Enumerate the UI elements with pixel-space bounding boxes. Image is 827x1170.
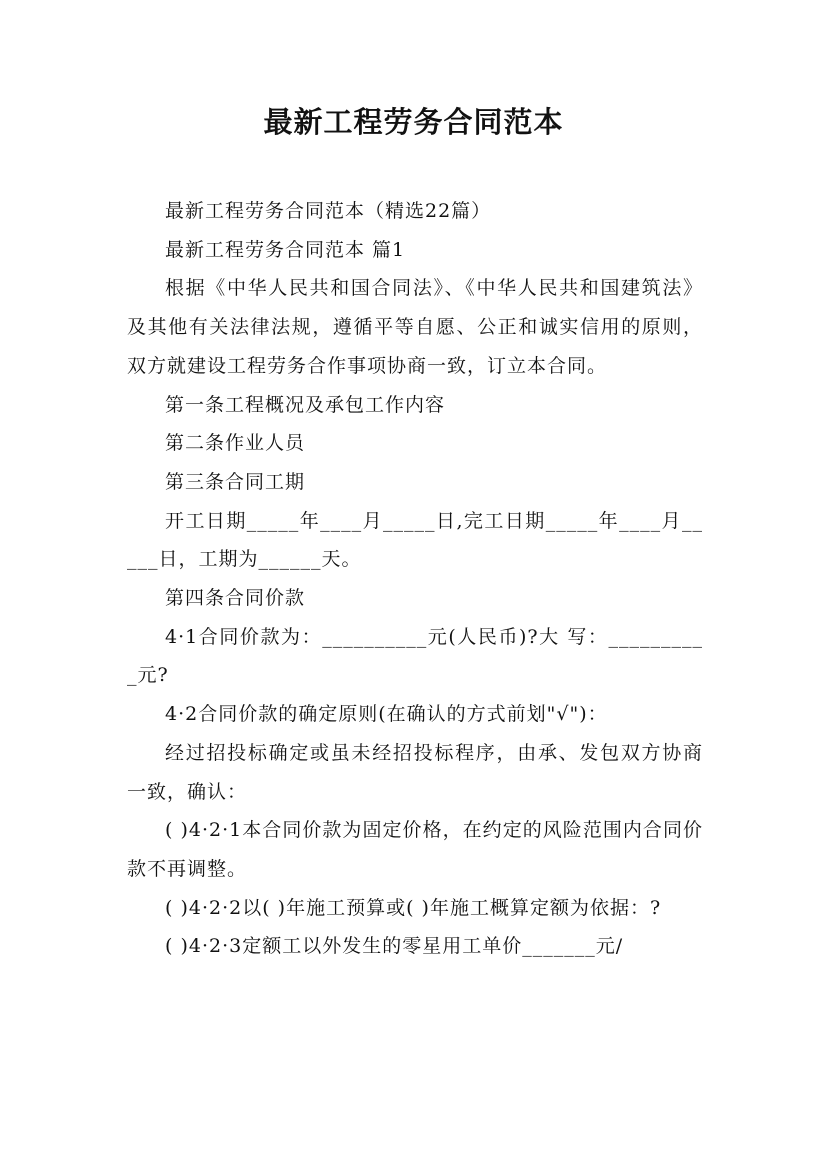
paragraph-confirmation: 经过招投标确定或虽未经招投标程序，由承、发包双方协商一致，确认：: [127, 741, 703, 803]
paragraph-preamble: 根据《中华人民共和国合同法》、《中华人民共和国建筑法》及其他有关法律法规，遵循平等自愿、公正和诚实信用的原则，双方就建设工程劳务合作事项协商一致，订立本合同。: [127, 277, 703, 377]
paragraph-work-period: 开工日期_____年____月_____日,完工日期_____年____月_____日，工期为______天。: [127, 509, 703, 571]
article-4-heading: 第四条合同价款: [165, 587, 306, 610]
clause-4-2-2: ( )4·2·2以( )年施工预算或( )年施工概算定额为依据：?: [165, 896, 662, 919]
document-body: [127, 192, 703, 966]
clause-4-2-3: ( )4·2·3定额工以外发生的零星用工单价_______元/: [165, 935, 624, 958]
document-title: 最新工程劳务合同范本: [263, 105, 564, 139]
article-2-heading: 第二条作业人员: [165, 432, 306, 455]
paragraph-section-heading: 最新工程劳务合同范本 篇1: [165, 238, 406, 261]
paragraph-subtitle: 最新工程劳务合同范本（精选22篇）: [165, 200, 492, 222]
clause-4-2-1: ( )4·2·1本合同价款为固定价格，在约定的风险范围内合同价款不再调整。: [127, 819, 703, 880]
article-3-heading: 第三条合同工期: [165, 470, 306, 493]
clause-4-2: 4·2合同价款的确定原则(在确认的方式前划"√")：: [165, 703, 608, 726]
article-1-heading: 第一条工程概况及承包工作内容: [165, 393, 446, 416]
clause-4-1: 4·1合同价款为：__________元(人民币)?大 写：__________元?: [127, 625, 703, 687]
